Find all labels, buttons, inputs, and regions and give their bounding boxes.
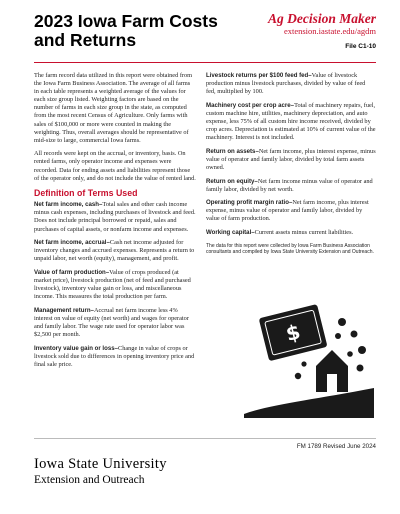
definition-text: Value of livestock production minus livestock purchases, divided by value of feed fed, multiplied by 100.: [206, 72, 366, 96]
definition-term: Return on assets–: [206, 147, 259, 155]
definition-term: Net farm income, accrual–: [34, 239, 110, 247]
publication-number: FM 1789 Revised June 2024: [296, 443, 376, 450]
definition-text: Net farm income, plus interest expense, minus value of operator and family labor, divided by value of farm production.: [206, 199, 369, 223]
file-code: File C1-10: [345, 43, 376, 50]
definition-item: [206, 229, 376, 237]
definition-item: [34, 269, 196, 301]
definition-item: [34, 307, 196, 339]
definition-item: [206, 178, 376, 194]
university-logo: [34, 456, 167, 473]
definition-text: Net farm income, plus interest expense, minus value of operator and family labor, divided by total farm assets owned.: [206, 147, 376, 171]
definition-term: Machinery cost per crop acre–: [206, 101, 295, 109]
source-note: The data for this report were collected by Iowa Farm Business Association consultants and compiled by Iowa State University Extension and Outreach.: [206, 242, 374, 255]
definition-term: Net farm income, cash–: [34, 201, 103, 209]
definition-item: [34, 239, 196, 263]
farm-money-icon: [242, 292, 376, 420]
definition-item: [206, 72, 376, 96]
definitions-heading: Definition of Terms Used: [34, 188, 138, 199]
definition-text: Cash net income adjusted for inventory changes and accrued expenses. Represents a return to unpaid labor, net worth (equity), management, and profit.: [34, 239, 195, 263]
brand-url[interactable]: extension.iastate.edu/agdm: [283, 26, 376, 36]
header-divider: [34, 62, 376, 63]
right-column: [206, 72, 376, 255]
definition-text: Value of crops produced (at market price), livestock production (net of feed and purchased livestock), inventory value gain or loss, and miscellaneous income. This measures the total production per farm.: [34, 268, 191, 301]
definition-text: Total of machinery repairs, fuel, custom machine hire, utilities, machinery depreciation, and auto expense, less 75% of all custom hire income received, divided by crop acres. Depreciation is estimated at 10% of current value of the machinery. Interest is not included.: [206, 101, 376, 142]
page-title: 2023 Iowa Farm Costs and Returns: [34, 11, 218, 50]
left-column: [34, 72, 196, 374]
definition-item: [34, 201, 196, 233]
definition-term: Return on equity–: [206, 177, 258, 185]
definition-text: Accrual net farm income less 4% interest on value of equity (net worth) and wages for operator and family labor. The wage rate used for operator labor was $2,500 per month.: [34, 306, 189, 339]
university-name: Iowa State University: [34, 456, 167, 472]
footer-divider: [34, 438, 376, 439]
definition-item: [34, 345, 196, 369]
unit-name: Extension and Outreach: [34, 474, 145, 486]
definition-item: [206, 148, 376, 172]
definition-term: Inventory value gain or loss–: [34, 344, 118, 352]
intro-paragraph: All records were kept on the accrual, or inventory, basis. On rented farms, only operator income and expenses were recorded. Data for ending assets and liabilities represent those of the operator only, and do not include the value of rented land.: [34, 150, 196, 182]
definition-item: [206, 102, 376, 142]
brand-block: [268, 12, 376, 50]
definition-term: Working capital–: [206, 229, 255, 236]
dollar-symbol: $: [283, 319, 303, 346]
definition-term: Value of farm production–: [34, 268, 110, 276]
definition-text: Change in value of crops or livestock sold due to differences in opening inventory price and final sale price.: [34, 344, 195, 368]
intro-paragraph: The farm record data utilized in this report were obtained from the Iowa Farm Business Association. The average of all farms in each table represents a weighted average of the values for each size group listed. Weighting factors are based on the number of farms in each size group in the state, as computed from the most recent Census of Agriculture. Only farms with sales of $100,000 or more were counted in making the weighting. Thus, overall averages should be representative of mid-size to large, commercial Iowa farms.: [34, 72, 193, 144]
definition-term: Operating profit margin ratio–: [206, 199, 293, 207]
definition-item: [206, 199, 376, 223]
definition-text: Net farm income minus value of operator and family labor, divided by net worth.: [206, 177, 373, 193]
definition-term: Livestock returns per $100 feed fed–: [206, 72, 312, 79]
brand-name: Ag Decision Maker: [268, 11, 376, 26]
definition-term: Management return–: [34, 306, 94, 314]
definition-text: Current assets minus current liabilities.: [254, 229, 354, 236]
definition-text: Total sales and other cash income minus cash expenses, including purchases of livestock and feed. Does not include principal borrowed or repaid, sales and purchases of capital assets, or nonfarm income and expenses.: [34, 201, 196, 233]
